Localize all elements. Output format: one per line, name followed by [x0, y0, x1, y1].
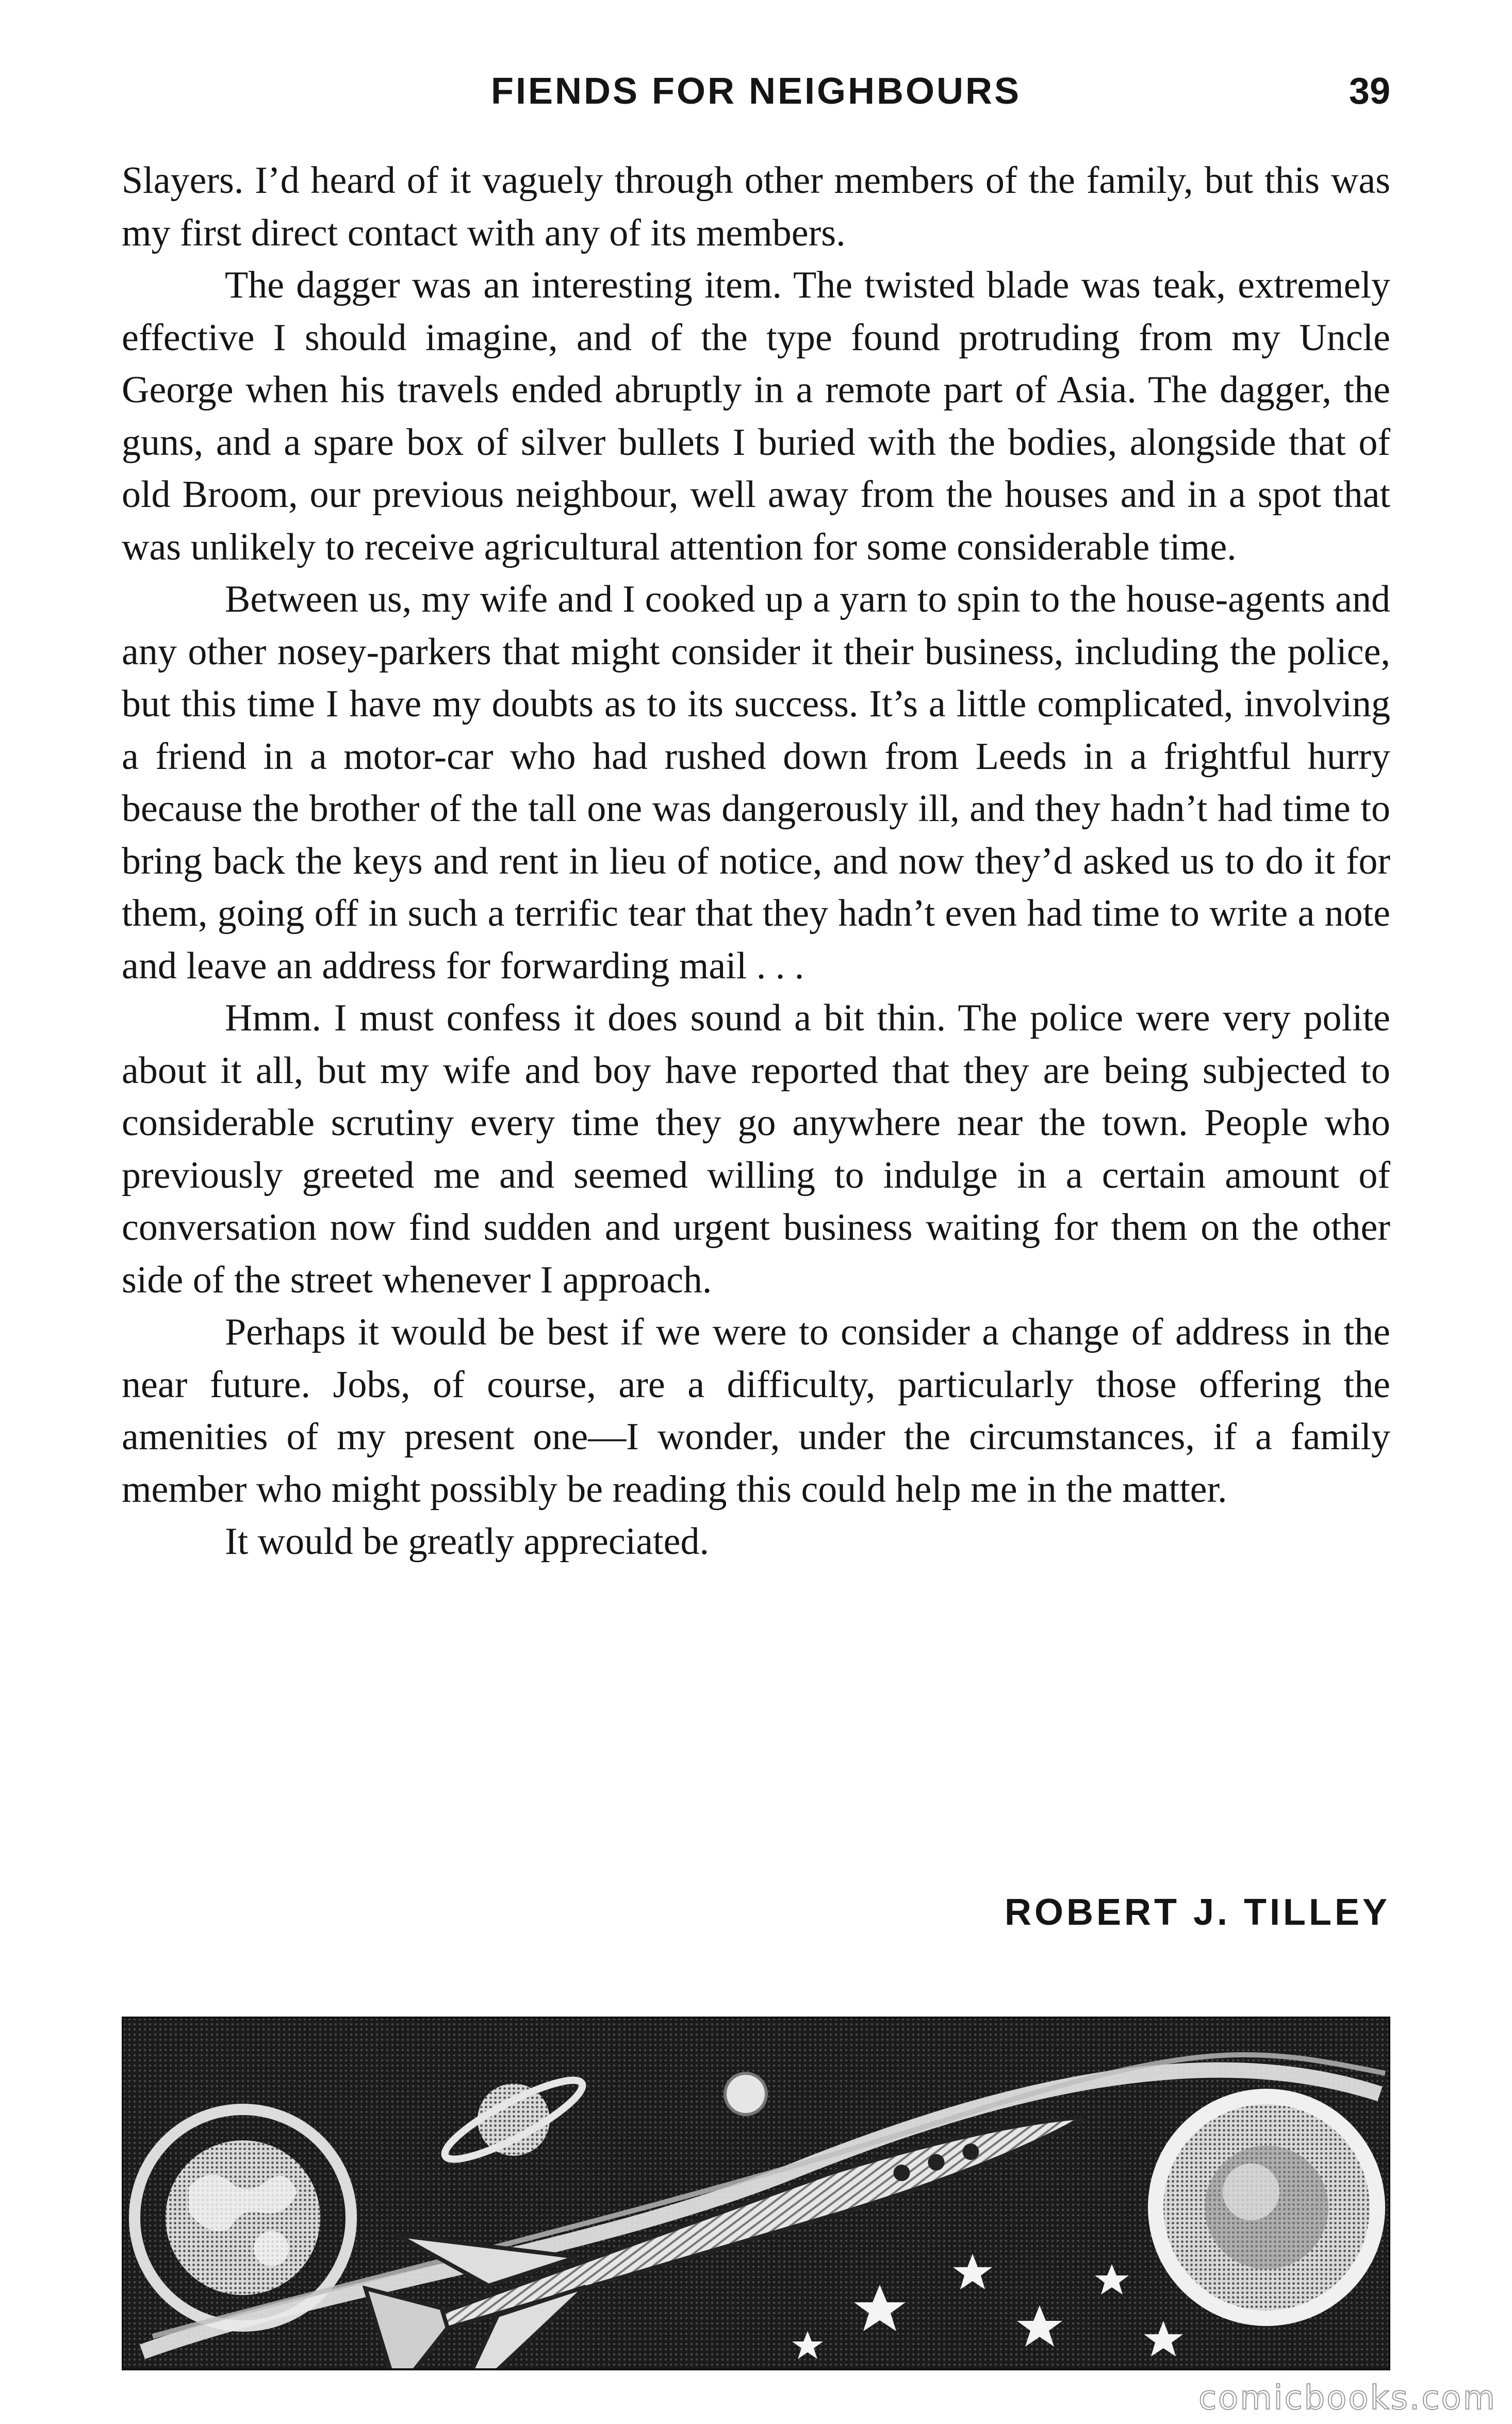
running-title: FIENDS FOR NEIGHBOURS [490, 71, 1022, 112]
space-scene-svg [122, 2017, 1390, 2370]
page-number: 39 [1349, 71, 1390, 112]
story-text [122, 155, 1390, 1568]
paragraph: It would be greatly appreciated. [225, 1520, 709, 1563]
space-rocket-illustration [122, 2017, 1390, 2370]
page-header [122, 63, 1390, 120]
right-planet [1148, 2089, 1385, 2326]
site-watermark: comicbooks.com [1198, 2379, 1497, 2417]
author-signature: ROBERT J. TILLEY [1004, 1892, 1390, 1933]
paragraph: Between us, my wife and I cooked up a yarn to spin to the house-agents and any other nosey-parkers that might consider it their business, including the police, but this time I have my doubts as to its success. It’s a little complicated, involving a friend in a motor-car who had rushed down from Leeds in a frightful hurry because the brother of the tall one was dangerously ill, and they hadn’t had time to bring back the keys and rent in lieu of notice, and now they’d asked us to do it for them, going off in such a terrific tear that they hadn’t even had time to write a note and leave an address for forwarding mail . . . [122, 578, 1390, 987]
paragraph: Slayers. I’d heard of it vaguely through other members of the family, but this was my first direct contact with any of its members. [122, 159, 1390, 254]
paragraph: Hmm. I must confess it does sound a bit thin. The police were very polite about it all, but my wife and boy have reported that they are being subjected to considerable scrutiny every time they go anywhere near the town. People who previously greeted me and seemed willing to indulge in a certain amount of conversation now find sudden and urgent business waiting for them on the other side of the street whenever I approach. [122, 997, 1390, 1301]
small-moon [725, 2073, 766, 2115]
paragraph: Perhaps it would be best if we were to consider a change of address in the near future. Jobs, of course, are a difficulty, particularly those offering the amenities of my present one—I wonder, under the circumstances, if a family member who might possibly be reading this could help me in the matter. [122, 1311, 1390, 1511]
paragraph: The dagger was an interesting item. The twisted blade was teak, extremely effective I should imagine, and of the type found protruding from my Uncle George when his travels ended abruptly in a remote part of Asia. The dagger, the guns, and a spare box of silver bullets I buried with the bodies, alongside that of old Broom, our previous neighbour, well away from the houses and in a spot that was unlikely to receive agricultural attention for some considerable time. [122, 264, 1390, 568]
